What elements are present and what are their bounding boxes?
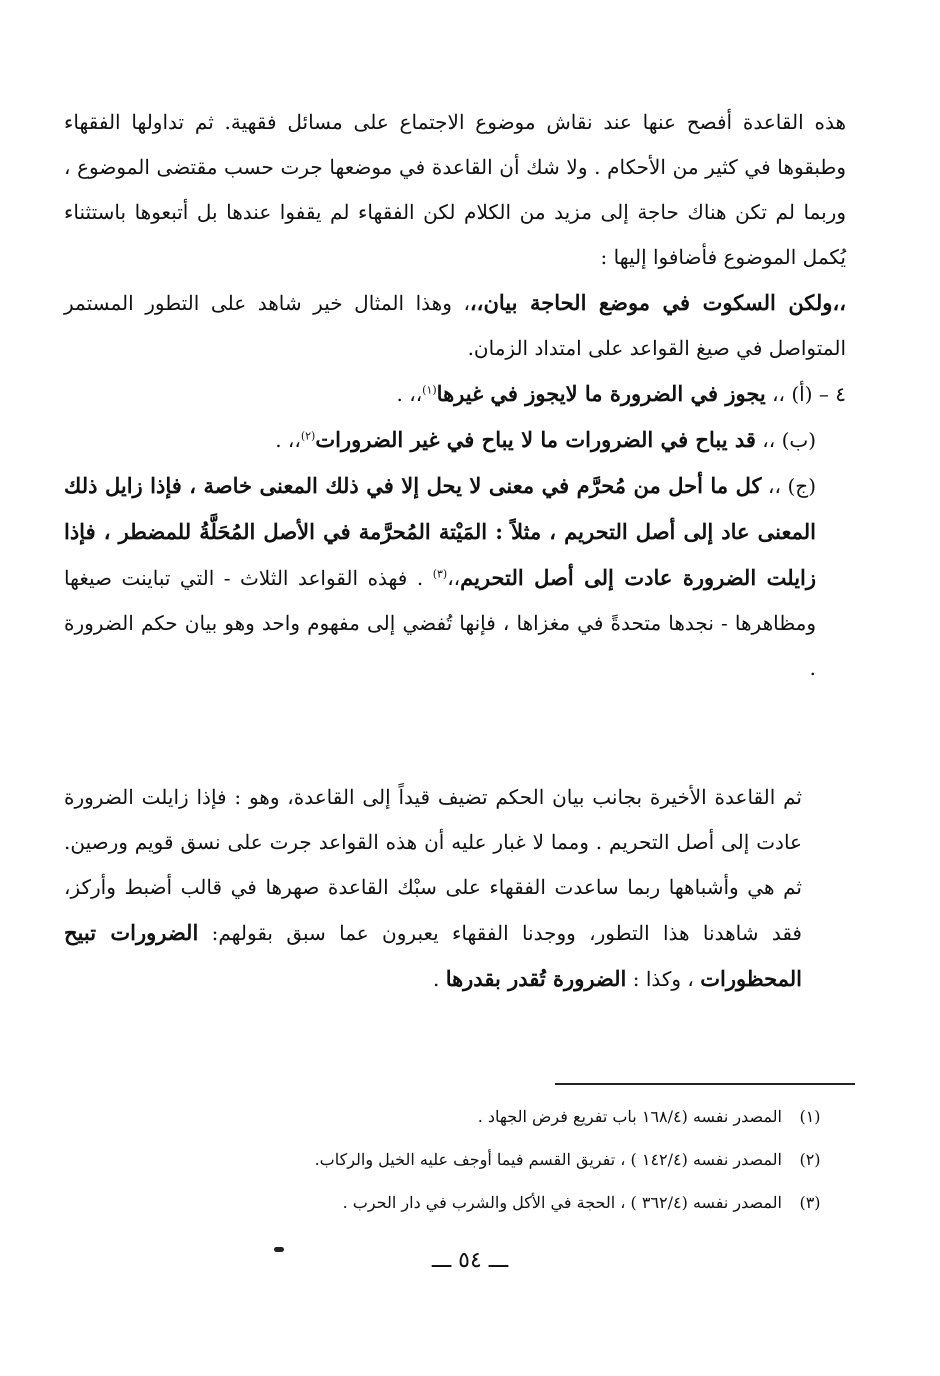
footnote-ref-3: (٣) bbox=[432, 567, 448, 581]
item-c bbox=[64, 463, 846, 691]
footnote-number: (١) bbox=[799, 1107, 821, 1126]
paragraph-conclusion bbox=[64, 775, 846, 1002]
item-a-suffix: ،، . bbox=[396, 382, 423, 406]
footnote-ref-1: (١) bbox=[422, 383, 437, 397]
footnote-ref-2: (٢) bbox=[300, 429, 316, 443]
footnote-number: (٣) bbox=[799, 1193, 821, 1212]
footnotes bbox=[150, 1095, 838, 1224]
footnote-text: المصدر نفسه (٣٦٢/٤ ) ، الحجة في الأكل والشرب في دار الحرب . bbox=[342, 1193, 782, 1212]
paragraph-quote-rest: وهذا المثال خير شاهد على التطور المستمر المتواصل في صيغ القواعد على امتداد الزمان. bbox=[64, 291, 846, 360]
footnote-item bbox=[150, 1138, 838, 1181]
main-text-bottom bbox=[64, 775, 846, 1002]
page-number: ـــ ٥٤ ـــ bbox=[431, 1248, 509, 1273]
footnote-divider bbox=[555, 1083, 855, 1085]
print-mark bbox=[274, 1247, 284, 1252]
paragraph-quote: ،،ولكن السكوت في موضع الحاجة بيان،،، وهذا المثال خير شاهد على التطور المستمر المتواصل في صيغ القواعد على امتداد الزمان. bbox=[64, 290, 847, 360]
quoted-rule: ،،ولكن السكوت في موضع الحاجة بيان،، bbox=[469, 290, 847, 315]
footnote-item bbox=[150, 1181, 838, 1224]
main-text-top bbox=[64, 100, 846, 691]
item-c-prefix: (ج) ،، bbox=[768, 474, 816, 498]
paragraph-intro-text: هذه القاعدة أفصح عنها عند نقاش موضوع الاجتماع على مسائل فقهية. ثم تداولها الفقهاء وطبقوها في كثير من الأحكام . ولا شك أن القاعدة في موضعها جرت حسب مقتضى الموضوع ، وربما لم تكن هناك حاجة إلى مزيد من الكلام لكن الفقهاء لم يقفوا عندها بل أتبعوها باستثناء يُكمل الموضوع فأضافوا إليها : bbox=[64, 110, 846, 269]
item-a-prefix: ٤ – (أ) ،، bbox=[772, 382, 846, 406]
footnote-number: (٢) bbox=[799, 1150, 821, 1169]
footnote-text: المصدر نفسه (١٤٢/٤ ) ، تفريق القسم فيما أوجف عليه الخيل والركاب. bbox=[314, 1150, 782, 1169]
item-b-prefix: (ب) ،، bbox=[762, 428, 816, 452]
footnote-item bbox=[150, 1095, 838, 1138]
item-a-rule: يجوز في الضرورة ما لايجوز في غيرها bbox=[436, 381, 766, 406]
item-c-suffix: ،، bbox=[447, 566, 461, 590]
maxim-necessities: الضرورات تبيح المحظورات bbox=[64, 920, 802, 991]
paragraph-conclusion-end: . bbox=[432, 967, 440, 991]
item-a bbox=[64, 371, 846, 417]
paragraph-summary: . فهذه القواعد الثلاث - التي تباينت صيغها ومظاهرها - نجدها متحدةً في مغزاها ، فإنها تُفضي إلى مفهوم واحد وهو بيان حكم الضرورة . bbox=[64, 566, 816, 680]
item-b bbox=[64, 417, 846, 463]
paragraph-conclusion-mid: ، وكذا : bbox=[632, 967, 694, 991]
item-b-suffix: ،، . bbox=[275, 428, 301, 452]
paragraph-conclusion-text: ثم القاعدة الأخيرة بجانب بيان الحكم تضيف قيداً إلى القاعدة، وهو : فإذا زايلت الضرورة عادت إلى أصل التحريم . ومما لا غبار عليه أن هذه القواعد جرت على نسق قويم ورصين. ثم هي وأشباهها ربما ساعدت الفقهاء على سبْك القاعدة صهرها في قالب أضبط وأركز، فقد شاهدنا هذا التطور، ووجدنا الفقهاء يعبرون عما سبق بقولهم: bbox=[64, 785, 802, 945]
maxim-measure: الضرورة تُقدر بقدرها bbox=[445, 966, 627, 991]
item-b-rule: قد يباح في الضرورات ما لا يباح في غير الضرورات bbox=[315, 427, 756, 452]
footnote-text: المصدر نفسه (١٦٨/٤ باب تفريع فرض الجهاد . bbox=[477, 1107, 782, 1126]
paragraph-intro bbox=[64, 100, 846, 280]
item-c-rule: كل ما أحل من مُحرَّم في معنى لا يحل إلا في ذلك المعنى خاصة ، فإذا زايل ذلك المعنى عاد إلى أصل التحريم ، مثلاً : المَيْتة المُحرَّمة في الأصل المُحَلَّةُ للمضطر ، فإذا زايلت الضرورة عادت إلى أصل التحريم bbox=[64, 473, 817, 590]
